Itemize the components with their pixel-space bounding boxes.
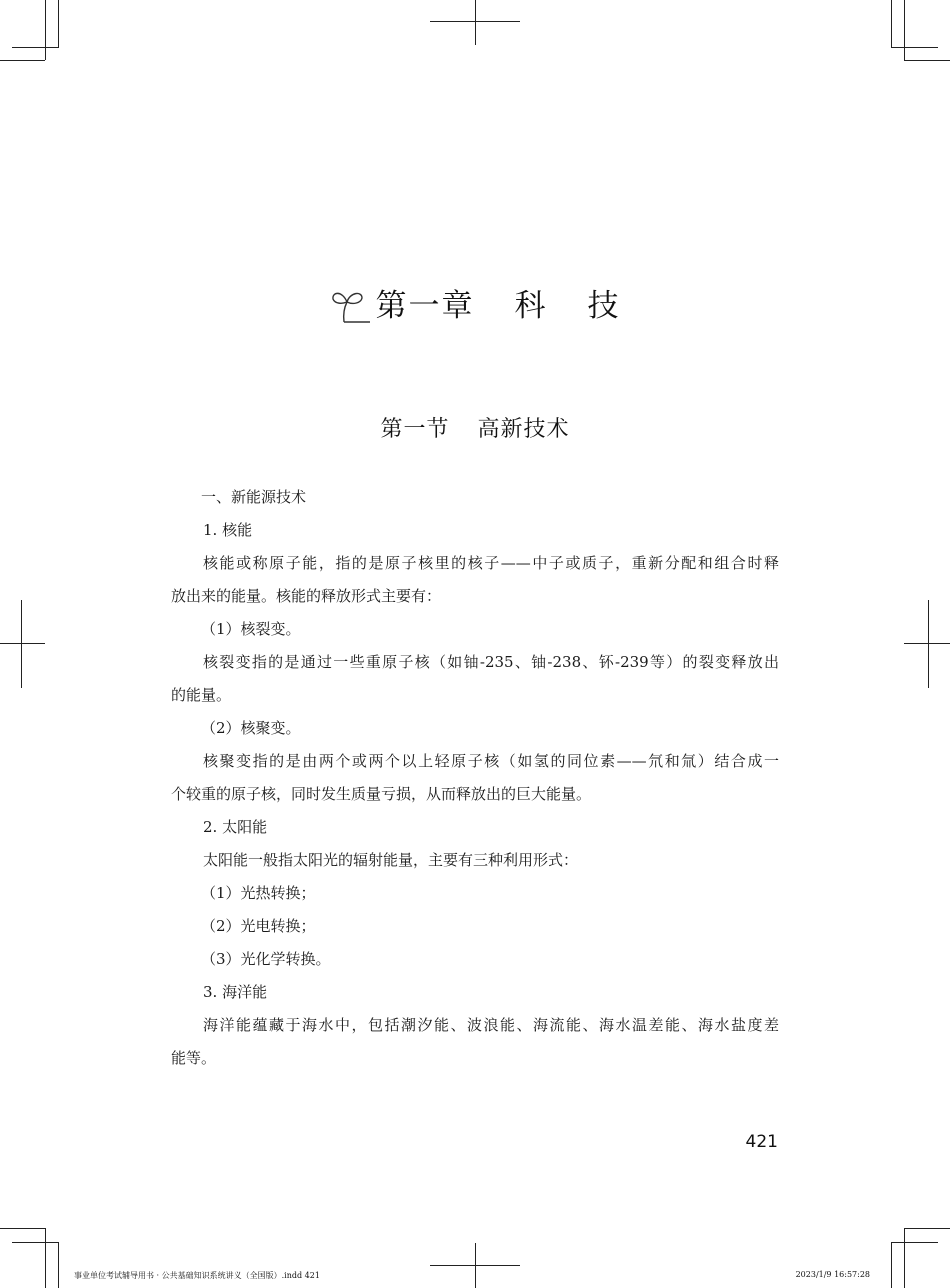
- paragraph-line: 核能或称原子能，指的是原子核里的核子——中子或质子，重新分配和组合时释: [203, 554, 779, 572]
- heading-new-energy: 一、新能源技术: [201, 488, 307, 506]
- section-name: 高新技术: [477, 417, 570, 442]
- section-label: 第一节: [380, 417, 450, 442]
- chapter-word-1: 科: [514, 288, 548, 324]
- sprout-icon: [330, 288, 372, 332]
- paragraph-line: 海洋能蕴藏于海水中，包括潮汐能、波浪能、海流能、海水温差能、海水盐度差: [203, 1016, 779, 1034]
- list-item-photochemical: （3）光化学转换。: [201, 950, 331, 968]
- list-item-photovoltaic: （2）光电转换；: [201, 917, 316, 935]
- paragraph-line: 核聚变指的是由两个或两个以上轻原子核（如氢的同位素——氘和氚）结合成一: [203, 752, 779, 770]
- subheading-nuclear: 1. 核能: [203, 521, 253, 539]
- paragraph-line: 太阳能一般指太阳光的辐射能量，主要有三种利用形式：: [203, 851, 579, 869]
- chapter-word-2: 技: [587, 288, 621, 324]
- subheading-ocean: 3. 海洋能: [203, 983, 268, 1001]
- subheading-solar: 2. 太阳能: [203, 818, 268, 836]
- paragraph-line: 个较重的原子核，同时发生质量亏损，从而释放出的巨大能量。: [171, 785, 592, 803]
- paragraph-line: 核裂变指的是通过一些重原子核（如铀-235、铀-238、钚-239等）的裂变释放出: [203, 653, 779, 671]
- paragraph-line: 的能量。: [171, 686, 232, 704]
- footer-timestamp: 2023/1/9 16:57:28: [795, 1270, 870, 1279]
- paragraph-line: 能等。: [171, 1049, 217, 1067]
- section-title: [0, 412, 950, 443]
- list-item-fusion: （2）核聚变。: [201, 719, 301, 737]
- footer-file-info: 事业单位考试辅导用书 · 公共基础知识系统讲义（全国版）.indd 421: [74, 1271, 320, 1280]
- page-number: 421: [745, 1132, 778, 1152]
- list-item-fission: （1）核裂变。: [201, 620, 301, 638]
- chapter-title: [0, 280, 950, 332]
- list-item-photothermal: （1）光热转换；: [201, 884, 316, 902]
- paragraph-line: 放出来的能量。核能的释放形式主要有：: [171, 587, 442, 605]
- body-text: [171, 481, 779, 1075]
- chapter-number: 第一章: [375, 288, 475, 324]
